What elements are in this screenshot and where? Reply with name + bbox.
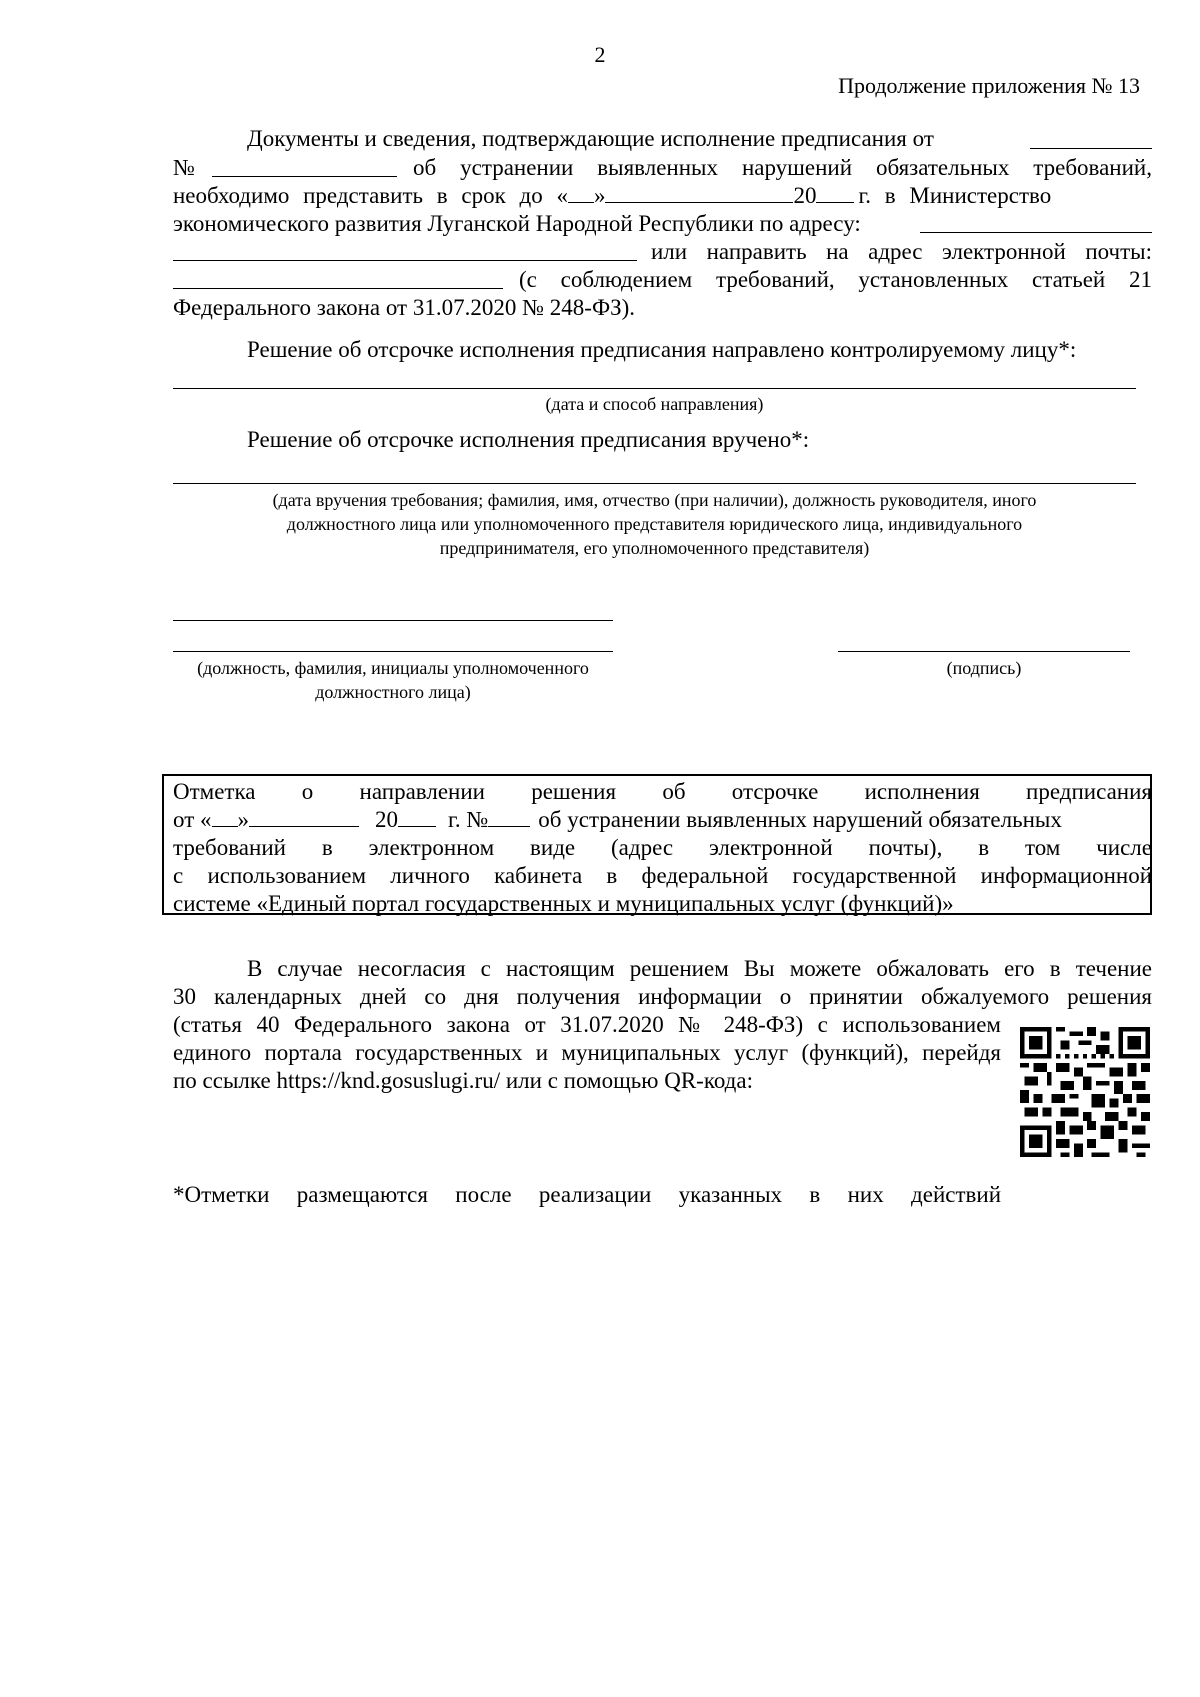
gosuslugi-qr-code[interactable] bbox=[1020, 1025, 1150, 1159]
signature-line[interactable] bbox=[838, 651, 1130, 652]
deadline-day-field[interactable] bbox=[568, 182, 594, 203]
official-position-line-1[interactable] bbox=[173, 620, 613, 621]
deadline-month-field[interactable] bbox=[605, 182, 793, 203]
mark-box-text-2a: от « bbox=[173, 807, 212, 832]
postponement-delivered-line[interactable] bbox=[173, 483, 1136, 484]
deadline-year-field[interactable] bbox=[816, 182, 854, 203]
postponement-sent-text: Решение об отсрочке исполнения предписания направлено контролируемому лицу*: bbox=[247, 337, 1077, 362]
ministry-address-field-cont[interactable] bbox=[173, 240, 637, 261]
docs-text-3b: » bbox=[593, 183, 606, 208]
ministry-email-field[interactable] bbox=[173, 268, 503, 289]
prescription-date-field[interactable] bbox=[1030, 128, 1152, 149]
page-number: 2 bbox=[594, 42, 606, 67]
postponement-sent-line[interactable] bbox=[173, 388, 1136, 389]
mark-box-text-2b: » bbox=[237, 807, 249, 832]
docs-text-3c: 20 bbox=[793, 183, 817, 208]
postponement-delivered-caption-2: должностного лица или уполномоченного представителя юридического лица, индивидуального bbox=[286, 514, 1023, 534]
mark-box-text-2e: об устранении выявленных нарушений обязательных bbox=[538, 807, 1062, 832]
docs-line-3 bbox=[173, 182, 1152, 210]
postponement-sent-caption: (дата и способ направления) bbox=[545, 394, 764, 414]
footnote: *Отметки размещаются после реализации указанных в них действий bbox=[173, 1182, 1001, 1207]
appeal-text-4: единого портала государственных и муниципальных услуг (функций), перейдя bbox=[173, 1040, 1001, 1065]
docs-text-3d: г. в Министерство bbox=[858, 183, 1052, 208]
mark-box-text-1: Отметка о направлении решения об отсрочке исполнения предписания bbox=[173, 779, 1152, 804]
mark-box-text-2c: 20 bbox=[375, 807, 398, 832]
appeal-text-5: по ссылке https://knd.gosuslugi.ru/ или с помощью QR-кода: bbox=[173, 1068, 753, 1093]
mark-month-field[interactable] bbox=[249, 806, 359, 827]
official-position-line-2[interactable] bbox=[173, 651, 613, 652]
docs-line-1 bbox=[247, 125, 934, 153]
docs-no-label: № bbox=[173, 155, 195, 180]
mark-box-text-4: с использованием личного кабинета в федеральной государственной информационной bbox=[173, 863, 1152, 888]
postponement-delivered-caption-3: предпринимателя, его уполномоченного представителя) bbox=[439, 538, 870, 558]
docs-text-6: (с соблюдением требований, установленных статьей 21 bbox=[519, 267, 1152, 292]
mark-box-text-3: требований в электронном виде (адрес электронной почты), в том числе bbox=[173, 835, 1152, 860]
mark-number-field[interactable] bbox=[488, 806, 530, 827]
docs-text-3a: необходимо представить в срок до « bbox=[173, 183, 568, 208]
mark-box-line-2 bbox=[173, 806, 1152, 834]
signature-caption: (подпись) bbox=[946, 658, 1022, 678]
appendix-continuation: Продолжение приложения № 13 bbox=[838, 73, 1140, 98]
official-position-caption-1: (должность, фамилия, инициалы уполномоченного bbox=[197, 658, 589, 678]
docs-text-7: Федерального закона от 31.07.2020 № 248-ФЗ). bbox=[173, 295, 636, 320]
mark-box-text-2d: г. № bbox=[448, 807, 489, 832]
docs-text-5: или направить на адрес электронной почты: bbox=[651, 239, 1152, 264]
official-position-caption-2: должностного лица) bbox=[315, 682, 471, 702]
postponement-delivered-caption-1: (дата вручения требования; фамилия, имя, отчество (при наличии), должность руководителя, иного bbox=[272, 490, 1037, 510]
appeal-text-3: (статья 40 Федерального закона от 31.07.2020 № 248-ФЗ) с использованием bbox=[173, 1012, 1001, 1037]
prescription-number-field[interactable] bbox=[212, 156, 397, 177]
mark-day-field[interactable] bbox=[212, 806, 238, 827]
postponement-delivered-text: Решение об отсрочке исполнения предписания вручено*: bbox=[247, 427, 810, 452]
docs-text-1: Документы и сведения, подтверждающие исполнение предписания от bbox=[247, 126, 934, 151]
ministry-address-field[interactable] bbox=[920, 212, 1152, 233]
mark-box-text-5: системе «Единый портал государственных и муниципальных услуг (функций)» bbox=[173, 891, 954, 916]
docs-text-4: экономического развития Луганской Народной Республики по адресу: bbox=[173, 211, 861, 236]
appeal-text-2: 30 календарных дней со дня получения информации о принятии обжалуемого решения bbox=[173, 984, 1152, 1009]
mark-year-field[interactable] bbox=[398, 806, 436, 827]
docs-text-2: об устранении выявленных нарушений обязательных требований, bbox=[413, 155, 1152, 180]
appeal-text-1: В случае несогласия с настоящим решением Вы можете обжаловать его в течение bbox=[247, 956, 1152, 981]
